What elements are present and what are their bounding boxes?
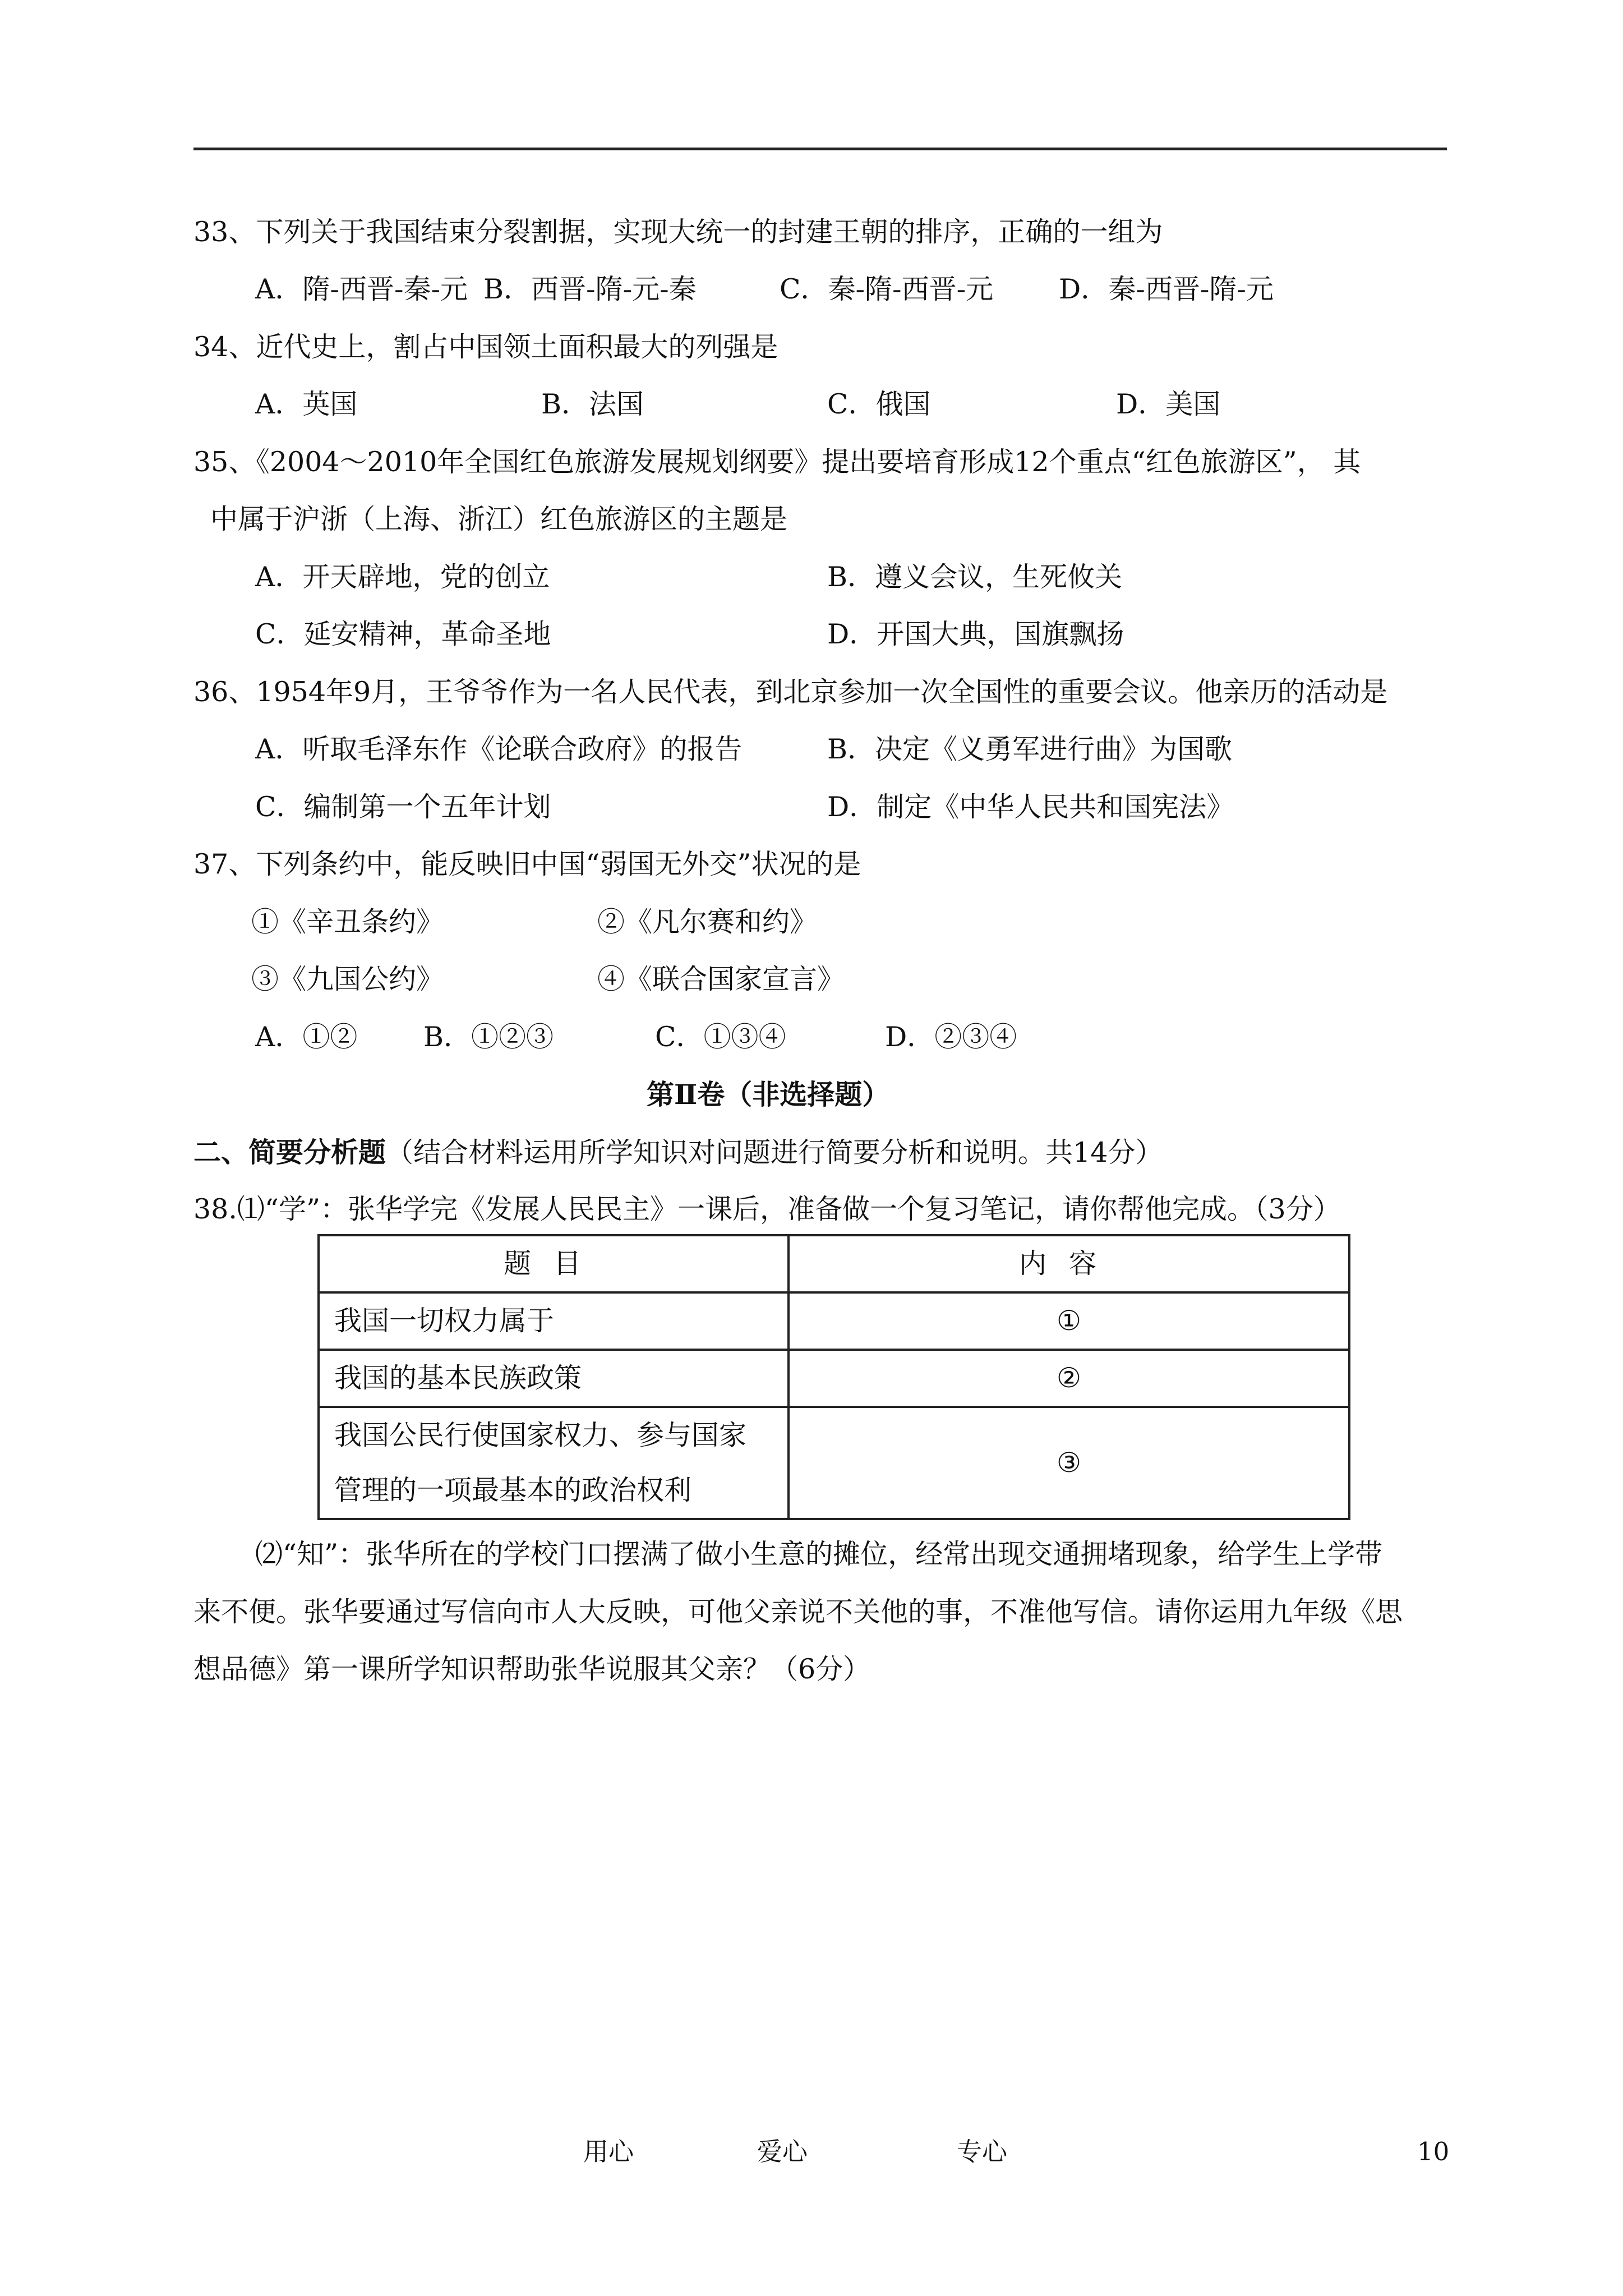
q35-option-a: A．开天辟地，党的创立	[255, 561, 550, 593]
q38-part2-line3: 想品德》第一课所学知识帮助张华说服其父亲？（6分）	[193, 1653, 871, 1685]
q37-option-c: C．①③④	[655, 1021, 786, 1053]
q34-option-b: B．法国	[541, 388, 644, 420]
table-cell-content: ③	[789, 1407, 1349, 1519]
table-header-content: 内容	[789, 1235, 1349, 1292]
q37-item-3: ③《九国公约》	[251, 963, 444, 995]
q34-option-c: C．俄国	[827, 388, 931, 420]
section-heading-line	[193, 1135, 1163, 1170]
q34-option-a: A．英国	[255, 388, 358, 420]
footer-word-2: 爱心	[757, 2137, 808, 2166]
q36-stem: 36、1954年9月，王爷爷作为一名人民代表，到北京参加一次全国性的重要会议。他亲历的活动是	[193, 676, 1388, 708]
table-cell-content: ②	[789, 1350, 1349, 1407]
q35-stem-line1: 35、《2004～2010年全国红色旅游发展规划纲要》提出要培育形成12个重点“红色旅游区”， 其	[193, 446, 1361, 478]
q35-option-d: D．开国大典，国旗飘扬	[827, 618, 1124, 650]
q37-stem: 37、下列条约中，能反映旧中国“弱国无外交”状况的是	[193, 848, 861, 880]
table-cell-topic-line1: 我国公民行使国家权力、参与国家	[334, 1419, 747, 1451]
q35-option-b: B．遵义会议，生死攸关	[827, 561, 1123, 593]
review-notes-table	[317, 1234, 1350, 1520]
q34-option-d: D．美国	[1116, 388, 1221, 420]
table-cell-topic: 我国一切权力属于	[319, 1292, 789, 1350]
q33-stem: 33、下列关于我国结束分裂割据，实现大统一的封建王朝的排序，正确的一组为	[193, 216, 1163, 248]
q37-option-a: A．①②	[255, 1021, 358, 1053]
q37-option-d: D．②③④	[885, 1021, 1017, 1053]
q36-option-d: D．制定《中华人民共和国宪法》	[827, 791, 1234, 823]
q37-item-2: ②《凡尔赛和约》	[597, 906, 818, 938]
q35-option-c: C．延安精神，革命圣地	[255, 618, 551, 650]
table-row	[319, 1292, 1349, 1350]
footer-word-3: 专心	[957, 2137, 1008, 2166]
q38-part2-line2: 来不便。张华要通过写信向市人大反映，可他父亲说不关他的事，不准他写信。请你运用九年级《思	[193, 1596, 1403, 1628]
table-header-row	[319, 1235, 1349, 1292]
q36-option-b: B．决定《义勇军进行曲》为国歌	[827, 733, 1233, 765]
table-row	[319, 1350, 1349, 1407]
header-rule	[193, 148, 1447, 150]
q38-part2-line1: ⑵“知”：张华所在的学校门口摆满了做小生意的摊位，经常出现交通拥堵现象，给学生上学带	[255, 1538, 1383, 1570]
table-header-topic: 题目	[319, 1235, 789, 1292]
page-number: 10	[1417, 2137, 1450, 2166]
table-cell-topic	[319, 1407, 789, 1519]
q36-option-a: A．听取毛泽东作《论联合政府》的报告	[255, 733, 743, 765]
footer-word-1: 用心	[583, 2137, 634, 2166]
q34-stem: 34、近代史上，割占中国领土面积最大的列强是	[193, 331, 778, 363]
table-cell-content: ①	[789, 1292, 1349, 1350]
part2-title: 第Ⅱ卷（非选择题）	[647, 1078, 890, 1111]
q37-option-b: B．①②③	[423, 1021, 554, 1053]
q36-option-c: C．编制第一个五年计划	[255, 791, 551, 823]
table-cell-topic-line2: 管理的一项最基本的政治权利	[334, 1474, 692, 1506]
table-row	[319, 1407, 1349, 1519]
section-heading: 二、简要分析题	[193, 1136, 386, 1168]
q33-option-a: A．隋-西晋-秦-元	[255, 273, 468, 305]
q33-option-c: C．秦-隋-西晋-元	[780, 273, 994, 305]
q38-part1: 38.⑴“学”：张华学完《发展人民民主》一课后，准备做一个复习笔记，请你帮他完成。（3分）	[193, 1193, 1341, 1225]
q37-item-1: ①《辛丑条约》	[251, 906, 444, 938]
q37-item-4: ④《联合国家宣言》	[597, 963, 845, 995]
q35-stem-line2: 中属于沪浙（上海、浙江）红色旅游区的主题是	[210, 503, 788, 535]
q33-option-d: D．秦-西晋-隋-元	[1059, 273, 1274, 305]
table-cell-topic: 我国的基本民族政策	[319, 1350, 789, 1407]
section-note: （结合材料运用所学知识对问题进行简要分析和说明。共14分）	[386, 1137, 1163, 1168]
q33-option-b: B．西晋-隋-元-秦	[483, 273, 697, 305]
